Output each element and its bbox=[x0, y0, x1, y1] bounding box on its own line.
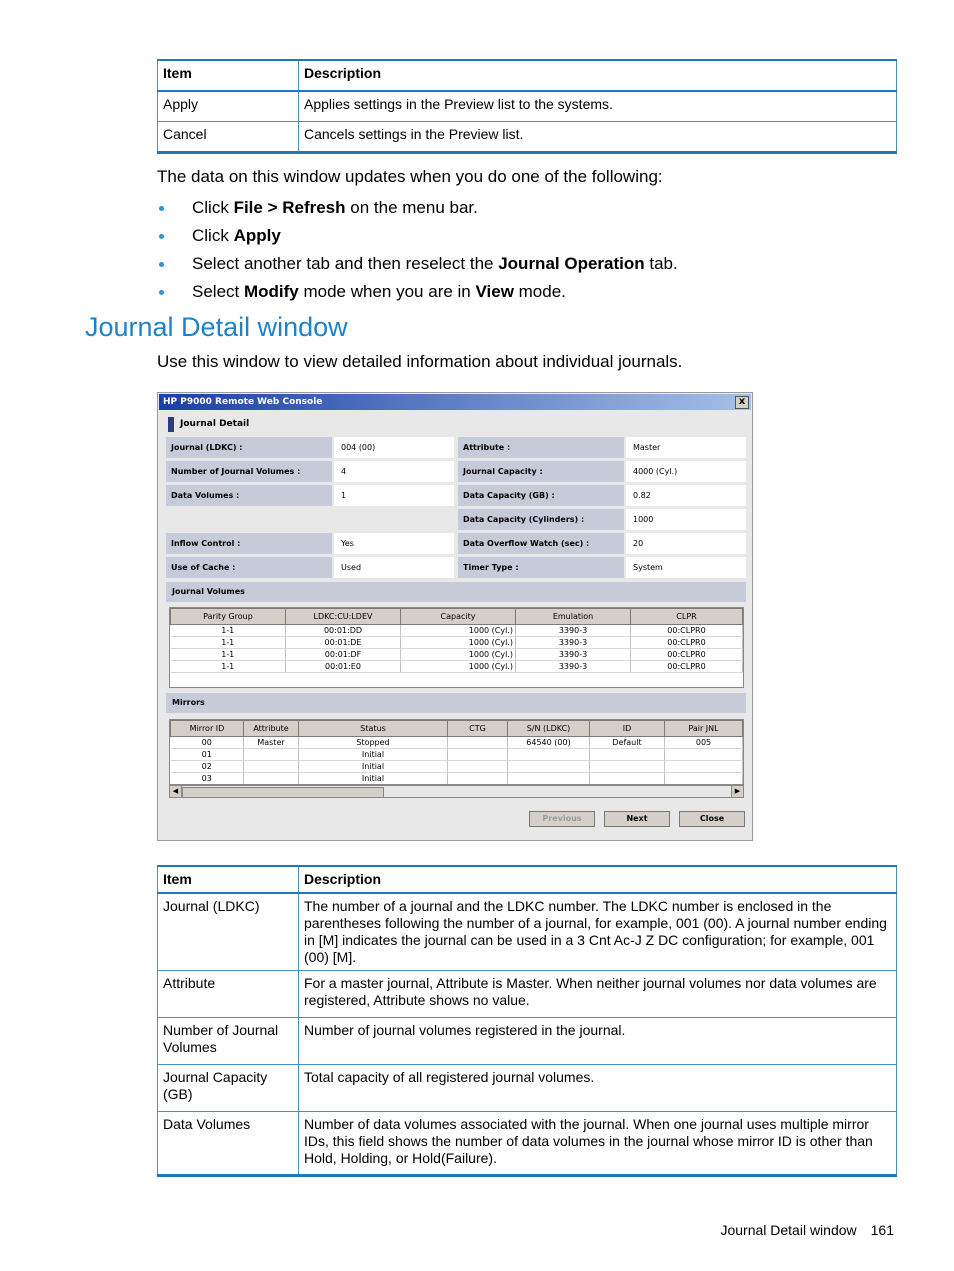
data-volumes-value: 1 bbox=[334, 485, 454, 506]
section-description: Use this window to view detailed information about individual journals. bbox=[157, 352, 683, 371]
close-button[interactable]: Close bbox=[679, 811, 745, 827]
list-item: Click File > Refresh on the menu bar. bbox=[157, 194, 678, 222]
use-of-cache-label: Use of Cache : bbox=[166, 557, 332, 578]
scroll-left-icon[interactable]: ◀ bbox=[170, 786, 182, 797]
page-footer bbox=[720, 1222, 894, 1238]
item-cell: Number of Journal Volumes bbox=[158, 1018, 299, 1065]
bullet-icon bbox=[159, 206, 164, 211]
table-row bbox=[158, 91, 897, 122]
description-cell: Number of data volumes associated with the journal. When one journal uses multiple mirror IDs, this field shows the number of data volumes in the journal whose mirror ID is other than Hold, Holding, or Hold(Failure). bbox=[299, 1112, 897, 1176]
window-titlebar bbox=[159, 394, 751, 410]
panel-marker-icon bbox=[168, 417, 174, 432]
description-cell: Total capacity of all registered journal volumes. bbox=[299, 1065, 897, 1112]
description-header: Description bbox=[299, 866, 897, 893]
table-row bbox=[158, 893, 897, 971]
list-item: Click Apply bbox=[157, 222, 678, 250]
buttons-description-table bbox=[157, 59, 897, 154]
col-header[interactable]: Status bbox=[299, 721, 448, 737]
attribute-label: Attribute : bbox=[458, 437, 624, 458]
description-cell: The number of a journal and the LDKC number. The LDKC number is enclosed in the parentheses following the number of a journal, for example, 001 (00). A journal number ending in [M] indicates the journal can be used in a 3 Cnt Ac-J Z DC configuration; for example, 001 (00) [M]. bbox=[299, 893, 897, 971]
table-row bbox=[158, 971, 897, 1018]
grid-header-row bbox=[171, 609, 743, 625]
col-header[interactable]: ID bbox=[590, 721, 665, 737]
item-cell: Apply bbox=[158, 91, 299, 122]
grid-header-row bbox=[171, 721, 743, 737]
col-header[interactable]: Parity Group bbox=[171, 609, 286, 625]
table-row[interactable]: 1-1 00:01:DD 1000 (Cyl.) 3390-3 00:CLPR0 bbox=[171, 625, 743, 637]
table-header-row bbox=[158, 60, 897, 91]
timer-type-value: System bbox=[626, 557, 746, 578]
mirrors-grid[interactable] bbox=[169, 719, 744, 785]
table-row bbox=[158, 1065, 897, 1112]
col-header[interactable]: Capacity bbox=[401, 609, 516, 625]
num-journal-volumes-label: Number of Journal Volumes : bbox=[166, 461, 332, 482]
col-header[interactable]: LDKC:CU:LDEV bbox=[286, 609, 401, 625]
col-header[interactable]: Pair JNL bbox=[665, 721, 743, 737]
field-description-table bbox=[157, 865, 897, 1177]
next-button[interactable]: Next bbox=[604, 811, 670, 827]
list-item: Select Modify mode when you are in View mode. bbox=[157, 278, 678, 306]
item-header: Item bbox=[158, 866, 299, 893]
journal-capacity-label: Journal Capacity : bbox=[458, 461, 624, 482]
window-title: HP P9000 Remote Web Console bbox=[163, 397, 323, 407]
table-row[interactable]: 1-1 00:01:DE 1000 (Cyl.) 3390-3 00:CLPR0 bbox=[171, 637, 743, 649]
timer-type-label: Timer Type : bbox=[458, 557, 624, 578]
col-header[interactable]: Mirror ID bbox=[171, 721, 244, 737]
data-capacity-gb-value: 0.82 bbox=[626, 485, 746, 506]
journal-volumes-grid[interactable] bbox=[169, 607, 744, 688]
mirrors-section: Mirrors bbox=[166, 693, 746, 713]
journal-capacity-value: 4000 (Cyl.) bbox=[626, 461, 746, 482]
table-row bbox=[158, 122, 897, 153]
journal-volumes-section: Journal Volumes bbox=[166, 582, 746, 602]
data-capacity-gb-label: Data Capacity (GB) : bbox=[458, 485, 624, 506]
scroll-thumb[interactable] bbox=[182, 787, 384, 798]
description-cell: For a master journal, Attribute is Master. When neither journal volumes nor data volumes are registered, Attribute shows no value. bbox=[299, 971, 897, 1018]
bullet-icon bbox=[159, 262, 164, 267]
col-header[interactable]: CTG bbox=[448, 721, 508, 737]
item-cell: Journal (LDKC) bbox=[158, 893, 299, 971]
data-capacity-cyl-value: 1000 bbox=[626, 509, 746, 530]
page-number: 161 bbox=[870, 1222, 894, 1238]
use-of-cache-value: Used bbox=[334, 557, 454, 578]
attribute-value: Master bbox=[626, 437, 746, 458]
col-header[interactable]: S/N (LDKC) bbox=[508, 721, 590, 737]
item-cell: Attribute bbox=[158, 971, 299, 1018]
scroll-right-icon[interactable]: ▶ bbox=[731, 786, 743, 797]
table-row[interactable]: 1-1 00:01:E0 1000 (Cyl.) 3390-3 00:CLPR0 bbox=[171, 661, 743, 673]
inflow-control-value: Yes bbox=[334, 533, 454, 554]
previous-button[interactable]: Previous bbox=[529, 811, 595, 827]
section-heading: Journal Detail window bbox=[85, 312, 348, 342]
data-capacity-cyl-label: Data Capacity (Cylinders) : bbox=[458, 509, 624, 530]
col-header[interactable]: Emulation bbox=[516, 609, 631, 625]
data-overflow-watch-value: 20 bbox=[626, 533, 746, 554]
description-header: Description bbox=[299, 60, 897, 91]
horizontal-scrollbar[interactable] bbox=[169, 785, 744, 798]
num-journal-volumes-value: 4 bbox=[334, 461, 454, 482]
journal-ldkc-label: Journal (LDKC) : bbox=[166, 437, 332, 458]
journal-ldkc-value: 004 (00) bbox=[334, 437, 454, 458]
item-cell: Data Volumes bbox=[158, 1112, 299, 1176]
table-row[interactable]: 02 Initial bbox=[171, 761, 743, 773]
footer-section-title: Journal Detail window bbox=[720, 1222, 857, 1238]
table-row[interactable]: 1-1 00:01:DF 1000 (Cyl.) 3390-3 00:CLPR0 bbox=[171, 649, 743, 661]
bullet-icon bbox=[159, 290, 164, 295]
data-overflow-watch-label: Data Overflow Watch (sec) : bbox=[458, 533, 624, 554]
table-row bbox=[158, 1018, 897, 1065]
item-cell: Journal Capacity (GB) bbox=[158, 1065, 299, 1112]
table-header-row bbox=[158, 866, 897, 893]
data-volumes-label: Data Volumes : bbox=[166, 485, 332, 506]
update-actions-list bbox=[157, 194, 678, 306]
description-cell: Applies settings in the Preview list to the systems. bbox=[299, 91, 897, 122]
table-row[interactable]: 00 Master Stopped 64540 (00) Default 005 bbox=[171, 737, 743, 749]
item-header: Item bbox=[158, 60, 299, 91]
table-row[interactable]: 01 Initial bbox=[171, 749, 743, 761]
item-cell: Cancel bbox=[158, 122, 299, 153]
list-item: Select another tab and then reselect the Journal Operation tab. bbox=[157, 250, 678, 278]
bullet-icon bbox=[159, 234, 164, 239]
description-cell: Number of journal volumes registered in the journal. bbox=[299, 1018, 897, 1065]
close-icon[interactable]: x bbox=[735, 396, 749, 409]
table-row[interactable]: 03 Initial bbox=[171, 773, 743, 785]
col-header[interactable]: CLPR bbox=[631, 609, 743, 625]
intro-paragraph: The data on this window updates when you do one of the following: bbox=[157, 167, 663, 186]
journal-detail-window bbox=[157, 392, 753, 841]
panel-title: Journal Detail bbox=[166, 415, 249, 433]
col-header[interactable]: Attribute bbox=[244, 721, 299, 737]
description-cell: Cancels settings in the Preview list. bbox=[299, 122, 897, 153]
table-row bbox=[158, 1112, 897, 1176]
inflow-control-label: Inflow Control : bbox=[166, 533, 332, 554]
